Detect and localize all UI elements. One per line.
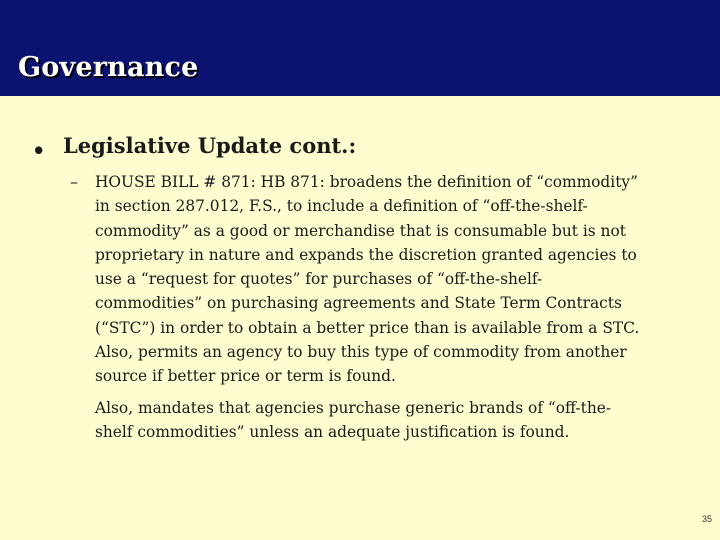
bullet-marker: • — [32, 138, 46, 163]
sub-bullet-dash: – — [70, 172, 78, 191]
section-heading: Legislative Update cont.: — [63, 133, 357, 158]
paragraph-line: shelf commodities” unless an adequate justification is found. — [95, 422, 570, 441]
title-bar — [0, 0, 720, 96]
paragraph-2 — [95, 396, 695, 445]
body-text — [95, 170, 695, 444]
paragraph-line: (“STC”) in order to obtain a better price than is available from a STC. — [95, 318, 640, 337]
slide-title: Governance — [18, 52, 199, 83]
paragraph-line: in section 287.012, F.S., to include a definition of “off-the-shelf- — [95, 197, 588, 216]
paragraph-line: Also, mandates that agencies purchase generic brands of “off-the- — [95, 398, 612, 417]
paragraph-line: source if better price or term is found. — [95, 367, 396, 386]
paragraph-line: HOUSE BILL # 871: HB 871: broadens the definition of “commodity” — [95, 173, 638, 191]
paragraph-line: commodity” as a good or merchandise that is consumable but is not — [95, 221, 626, 240]
paragraph-1 — [95, 170, 695, 389]
paragraph-line: Also, permits an agency to buy this type of commodity from another — [95, 343, 627, 362]
page-number: 35 — [701, 514, 712, 524]
paragraph-line: proprietary in nature and expands the discretion granted agencies to — [95, 245, 637, 264]
paragraph-line: commodities” on purchasing agreements and State Term Contracts — [95, 294, 622, 313]
paragraph-line: use a “request for quotes” for purchases of “off-the-shelf- — [95, 270, 543, 289]
